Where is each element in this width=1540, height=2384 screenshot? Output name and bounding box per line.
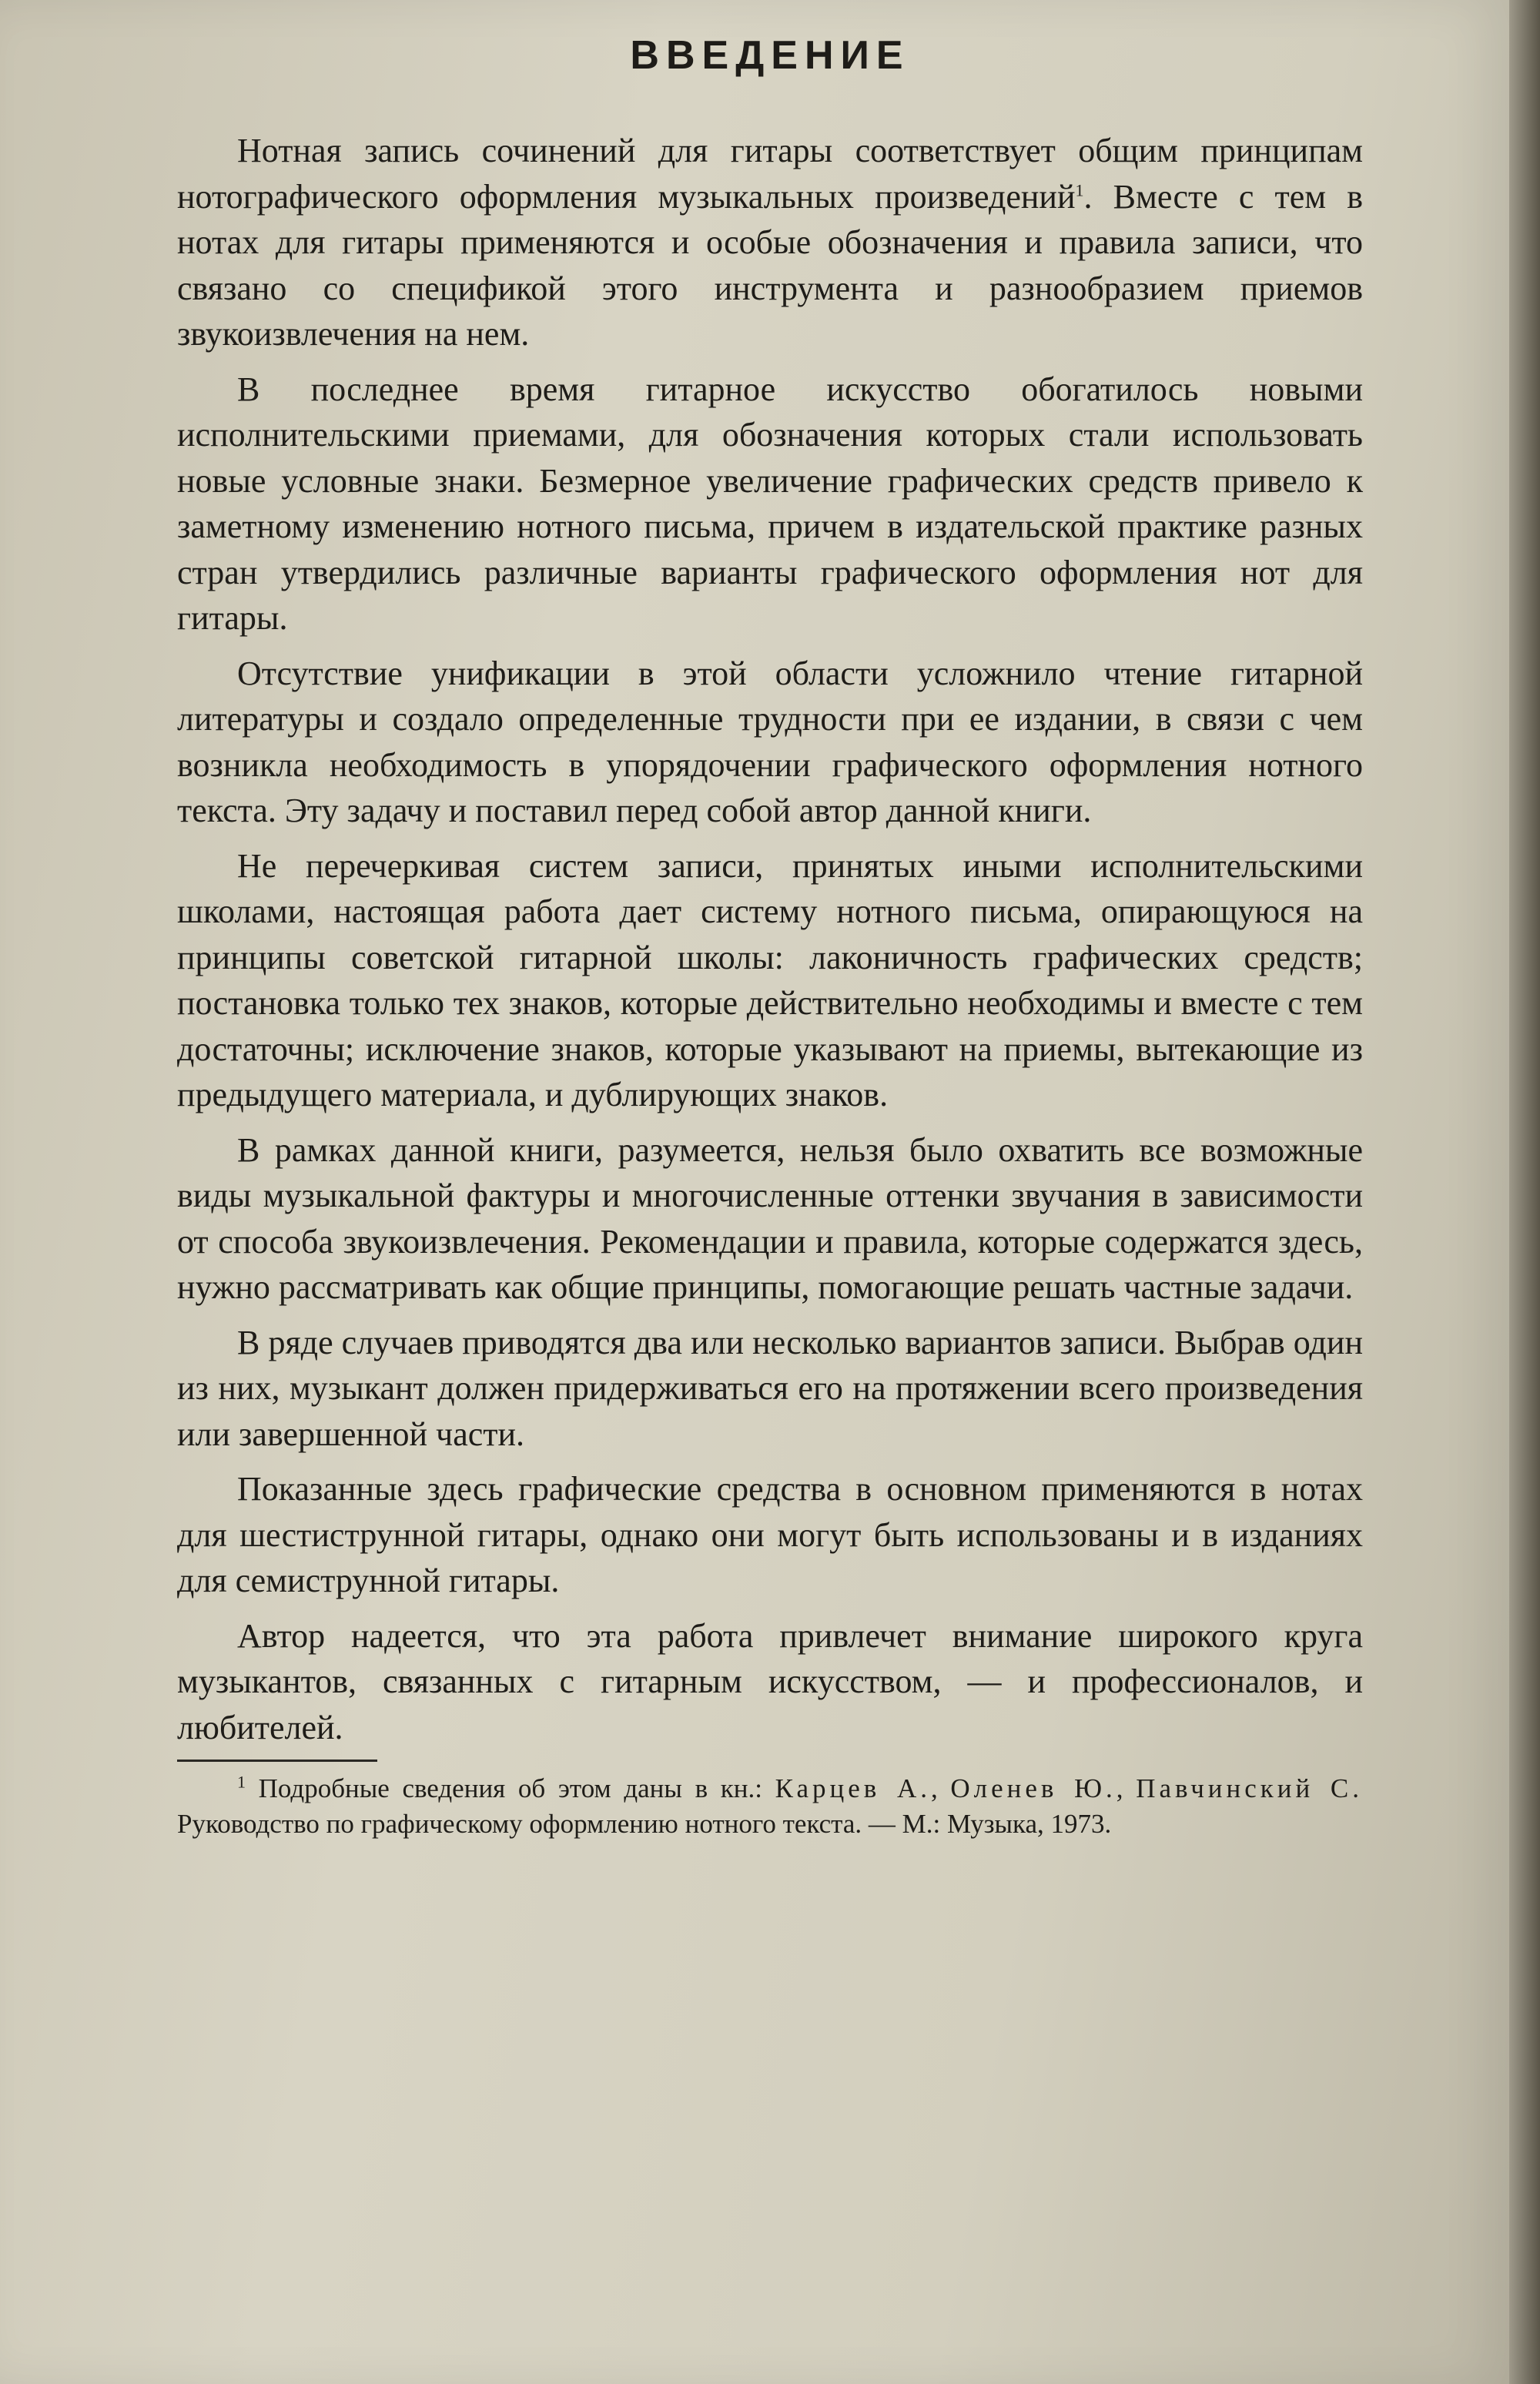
footnote-author-1: Карцев А. [775, 1773, 931, 1803]
page-edge-shadow [1509, 0, 1540, 2384]
paragraph-1 [177, 128, 1363, 357]
paragraph-6: В ряде случаев приводятся два или несколько вариантов записи. Выбрав один из них, музыкант должен придерживаться его на протяжении всего произведения или завершенной части. [177, 1323, 1363, 1453]
paragraph-2: В последнее время гитарное искусство обогатилось новыми исполнительскими приемами, для обозначения которых стали использовать новые условные знаки. Безмерное увеличение графических средств привело к заметному изменению нотного письма, причем в издательской практике разных стран утвердились различные варианты графического оформления нот для гитары. [177, 370, 1363, 637]
footnote-author-2: Оленев Ю. [950, 1773, 1116, 1803]
footnote-text-a: Подробные сведения об этом даны в кн.: [258, 1773, 775, 1803]
paragraph-7: Показанные здесь графические средства в основном применяются в нотах для шестиструнной гитары, однако они могут быть использованы и в изданиях для семиструнной гитары. [177, 1470, 1363, 1599]
page-title: ВВЕДЕНИЕ [630, 33, 910, 78]
paragraph-1-text-b: . Вместе с тем в нотах для гитары применяются и особые обозначения и правила записи, что связано со спецификой этого инструмента и разнообразием приемов звукоизвлечения на нем. [177, 177, 1363, 353]
footnote-text-d: Руководство по графическому оформлению нотного текста. — М.: Музыка, 1973. [177, 1809, 1112, 1839]
paragraph-8: Автор надеется, что эта работа привлечет внимание широкого круга музыкантов, связанных с гитарным искусством, — и профессионалов, и любителей. [177, 1616, 1363, 1746]
paragraph-3: Отсутствие унификации в этой области усложнило чтение гитарной литературы и создало определенные трудности при ее издании, в связи с чем возникла необходимость в упорядочении графического оформления нотного текста. Эту задачу и поставил перед собой автор данной книги. [177, 654, 1363, 829]
footnote-mark: 1 [237, 1772, 246, 1792]
paragraph-4: Не перечеркивая систем записи, принятых иными исполнительскими школами, настоящая работа дает систему нотного письма, опирающуюся на принципы советской гитарной школы: лаконичность графических средств; постановка только тех знаков, которые действительно необходимы и вместе с тем достаточны; исключение знаков, которые указывают на приемы, вытекающие из предыдущего материала, и дублирующих знаков. [177, 846, 1363, 1113]
page-content [177, 31, 1363, 1842]
footnote-divider [177, 1760, 377, 1762]
footnote [177, 1771, 1363, 1842]
footnote-text-b: , [930, 1773, 951, 1803]
paragraph-5: В рамках данной книги, разумеется, нельзя было охватить все возможные виды музыкальной фактуры и многочисленные оттенки звучания в зависимости от способа звукоизвлечения. Рекомендации и правила, которые содержатся здесь, нужно рассматривать как общие принципы, помогающие решать частные задачи. [177, 1130, 1363, 1306]
footnote-author-3: Павчинский С. [1136, 1773, 1363, 1803]
footnote-text-c: , [1116, 1773, 1137, 1803]
paragraph-1-text-a: Нотная запись сочинений для гитары соответствует общим принципам нотографического оформления музыкальных произведений [177, 132, 1363, 216]
footnote-reference: 1 [1075, 179, 1084, 199]
